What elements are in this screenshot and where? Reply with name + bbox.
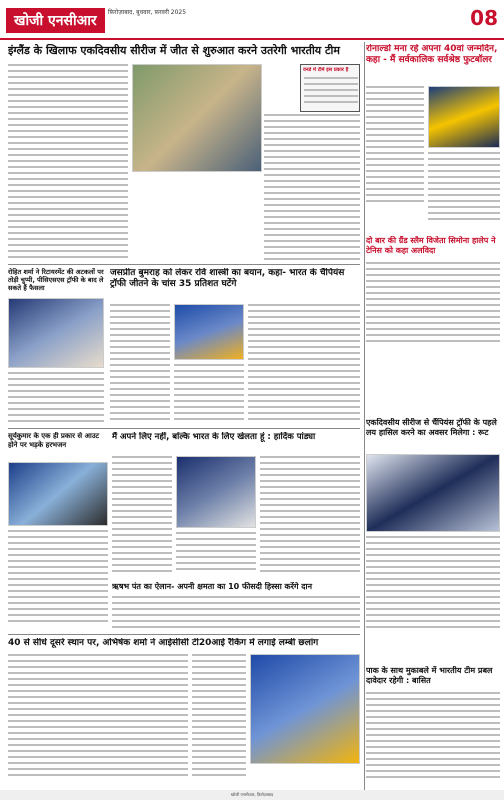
bumrah-body-2 [174,364,244,424]
ronaldo-photo [428,86,500,148]
page-number: 08 [470,6,498,30]
hardik-body-3 [260,456,360,576]
section-divider-3 [8,634,360,635]
section-divider-2 [8,428,360,429]
footer: खोजी एनसीआर, फ़िरोज़ाबाद [0,790,504,800]
bumrah-photo [174,304,244,360]
rishabh-headline: ऋषभ पंत का ऐलान- अपनी क्षमता का 10 फीसदी हिस्सा करेंगे दान [112,582,313,591]
lead-headline: इंग्लैंड के खिलाफ एकदिवसीय सीरीज में जीत से शुरुआत करने उतरेगी भारतीय टीम [8,44,340,57]
pak-body [366,692,500,786]
rishabh-body [112,596,360,632]
lead-photo [132,64,262,172]
abhishek-headline: 40 से सीधे दूसरे स्थान पर, अभिषेक शर्मा ने आईसीसी टी20आई रैंकिंग में लगाई लम्बी छलांग [8,638,319,648]
brand-logo: खोजी एनसीआर [6,8,105,33]
teams-box [300,64,360,112]
rohit-photo [8,298,104,368]
root-headline: एकदिवसीय सीरीज से चैंपियंस ट्रॉफी के पहले लय हासिल करने का अवसर मिलेगा : रूट [366,418,497,437]
ronaldo-body [366,86,424,216]
bumrah-headline: जसप्रीत बुमराह को लेकर रवि शास्त्री का बयान, कहा- भारत के चैंपियंस ट्रॉफी जीतने के चांस 35 प्रतिशत घटेंगे [110,268,345,289]
hardik-photo [176,456,256,528]
ronaldo-headline: रोनाल्डो मना रहे अपना 40वां जन्मदिन, कहा - मैं सर्वकालिक सर्वश्रेष्ठ फुटबॉलर [366,44,498,65]
tennis-headline: दो बार की ग्रैंड स्लैम विजेता सिमोना हालेप ने टेनिस को कहा अलविदा [366,236,496,255]
masthead [0,0,504,40]
pak-headline: पाक के साथ मुकाबले में भारतीय टीम प्रबल दावेदार रहेगी : बासित [366,666,493,685]
column-divider [364,42,365,790]
hardik-headline: मैं अपने लिए नहीं, बल्कि भारत के लिए खेलता हूं : हार्दिक पांड्या [112,432,316,442]
rohit-body [8,372,104,432]
hardik-body [112,456,172,576]
ronaldo-body-2 [428,152,500,232]
lead-body-2 [264,114,360,264]
surya-photo [8,462,108,526]
bumrah-body-3 [248,304,360,424]
bumrah-body [110,304,170,424]
surya-body [8,530,108,630]
abhishek-body [8,654,188,784]
rohit-headline: रोहित शर्मा ने रिटायरमेंट की अटकलों पर तोड़ी चुप्पी, पीसिएसएस ट्रॉफी के बाद ले सकते हैं फैसला [8,268,104,292]
root-body [366,536,500,632]
section-divider [8,264,360,265]
root-photo [366,454,500,532]
issue-info: फ़िरोज़ाबाद, बुधवार, फ़रवरी 2025 [108,9,187,16]
tennis-body [366,262,500,346]
lead-body [8,64,128,264]
surya-headline: सूर्यकुमार के एक ही प्रकार से आउट होने पर भड़के हरभजन [8,432,100,449]
abhishek-photo [250,654,360,764]
abhishek-body-2 [192,654,246,784]
teams-box-title: वनडे में टीमें इस प्रकार हैं [303,67,349,73]
hardik-body-2 [176,532,256,576]
